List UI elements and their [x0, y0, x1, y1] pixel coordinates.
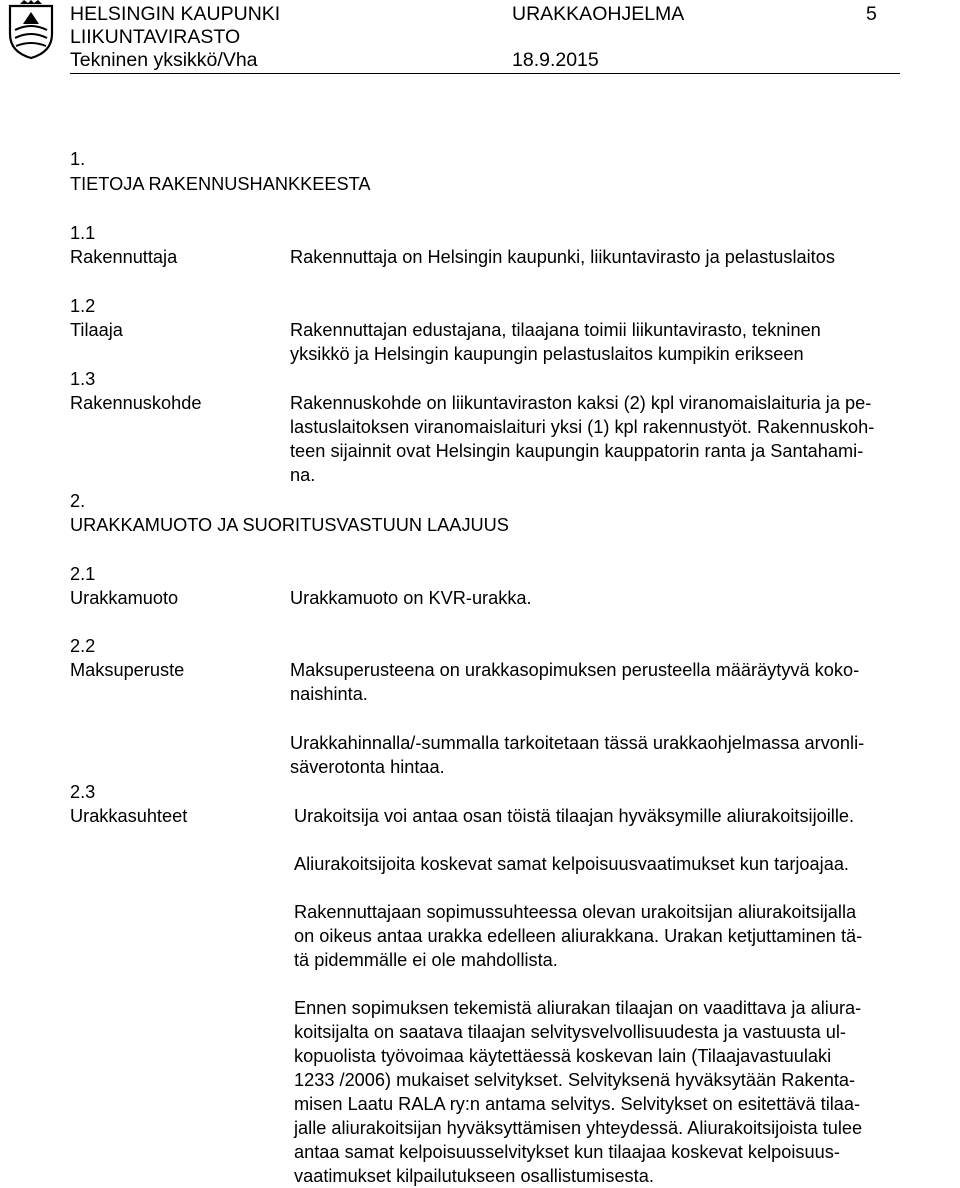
item-1-1-label: Rakennuttaja — [70, 247, 178, 267]
text-line: Ennen sopimuksen tekemistä aliurakan tilaajan on vaadittava ja aliura- — [294, 998, 862, 1018]
item-2-2-paragraph-2 — [290, 731, 950, 779]
text-line: Urakkahinnalla/-summalla tarkoitetaan tässä urakkaohjelmassa arvonli- — [290, 733, 865, 753]
item-1-2-label: Tilaaja — [70, 320, 123, 340]
header-page-number: 5 — [866, 3, 877, 25]
item-1-2-number: 1.2 — [70, 296, 96, 316]
section1-number: 1. — [70, 149, 86, 169]
text-line: misen Laatu RALA ry:n antama selvitys. Selvitykset on esitettävä tilaa- — [294, 1094, 861, 1114]
text-line: Rakennuttajaan sopimussuhteessa olevan urakoitsijan aliurakoitsijalla — [294, 902, 857, 922]
item-2-3-paragraph-2 — [294, 852, 950, 876]
item-2-1-text — [290, 586, 950, 610]
header-department: LIIKUNTAVIRASTO — [70, 26, 241, 48]
item-1-1-text — [290, 245, 950, 269]
text-line: Aliurakoitsijoita koskevat samat kelpoisuusvaatimukset kun tarjoajaa. — [294, 854, 849, 874]
section2-title: URAKKAMUOTO JA SUORITUSVASTUUN LAAJUUS — [70, 515, 509, 535]
text-line: Rakennuttaja on Helsingin kaupunki, liikuntavirasto ja pelastuslaitos — [290, 247, 835, 267]
section2-number: 2. — [70, 491, 86, 511]
section1-title: TIETOJA RAKENNUSHANKKEESTA — [70, 174, 371, 194]
header-date: 18.9.2015 — [512, 49, 599, 71]
text-line: Urakkamuoto on KVR-urakka. — [290, 588, 532, 608]
helsinki-coat-of-arms-logo — [6, 0, 56, 60]
text-line: antaa samat kelpoisuusselvitykset kun tilaajaa koskevat kelpoisuus- — [294, 1142, 840, 1162]
item-2-2-paragraph-1 — [290, 658, 950, 706]
item-1-1-number: 1.1 — [70, 223, 96, 243]
text-line: säverotonta hintaa. — [290, 757, 445, 777]
text-line: lastuslaitoksen viranomaislaituri yksi (1) kpl rakennustyöt. Rakennuskoh- — [290, 417, 875, 437]
text-line: teen sijainnit ovat Helsingin kaupungin kauppatorin ranta ja Santahami- — [290, 441, 864, 461]
item-2-1-number: 2.1 — [70, 564, 96, 584]
text-line: yksikkö ja Helsingin kaupungin pelastuslaitos kumpikin erikseen — [290, 344, 804, 364]
item-2-1-label: Urakkamuoto — [70, 588, 179, 608]
item-2-3-paragraph-4 — [294, 996, 950, 1188]
item-2-2-label: Maksuperuste — [70, 660, 185, 680]
header-org: HELSINGIN KAUPUNKI — [70, 3, 281, 25]
item-1-3-label: Rakennuskohde — [70, 393, 202, 413]
text-line: tä pidemmälle ei ole mahdollista. — [294, 950, 558, 970]
item-2-3-label: Urakkasuhteet — [70, 806, 188, 826]
text-line: Maksuperusteena on urakkasopimuksen perusteella määräytyvä koko- — [290, 660, 860, 680]
item-1-3-text — [290, 391, 950, 487]
text-line: on oikeus antaa urakka edelleen aliurakkana. Urakan ketjuttaminen tä- — [294, 926, 863, 946]
header-divider — [70, 73, 900, 74]
item-2-3-number: 2.3 — [70, 782, 96, 802]
text-line: Rakennuttajan edustajana, tilaajana toimii liikuntavirasto, tekninen — [290, 320, 821, 340]
text-line: naishinta. — [290, 684, 368, 704]
item-2-2-number: 2.2 — [70, 636, 96, 656]
text-line: na. — [290, 465, 316, 485]
text-line: koitsijalta on saatava tilaajan selvitysvelvollisuudesta ja vastuusta ul- — [294, 1022, 846, 1042]
header-unit: Tekninen yksikkö/Vha — [70, 49, 258, 71]
text-line: kopuolista työvoimaa käytettäessä koskevan lain (Tilaajavastuulaki — [294, 1046, 832, 1066]
text-line: jalle aliurakoitsijan hyväksyttämisen yhteydessä. Aliurakoitsijoista tulee — [294, 1118, 863, 1138]
text-line: vaatimukset kilpailutukseen osallistumisesta. — [294, 1166, 654, 1186]
item-1-2-text — [290, 318, 950, 366]
text-line: Rakennuskohde on liikuntaviraston kaksi (2) kpl viranomaislaituria ja pe- — [290, 393, 872, 413]
text-line: 1233 /2006) mukaiset selvitykset. Selvityksenä hyväksytään Rakenta- — [294, 1070, 856, 1090]
header-document-title: URAKKAOHJELMA — [512, 3, 685, 25]
text-line: Urakoitsija voi antaa osan töistä tilaajan hyväksymille aliurakoitsijoille. — [294, 806, 855, 826]
item-1-3-number: 1.3 — [70, 369, 96, 389]
item-2-3-paragraph-3 — [294, 900, 950, 972]
item-2-3-paragraph-1 — [294, 804, 950, 828]
